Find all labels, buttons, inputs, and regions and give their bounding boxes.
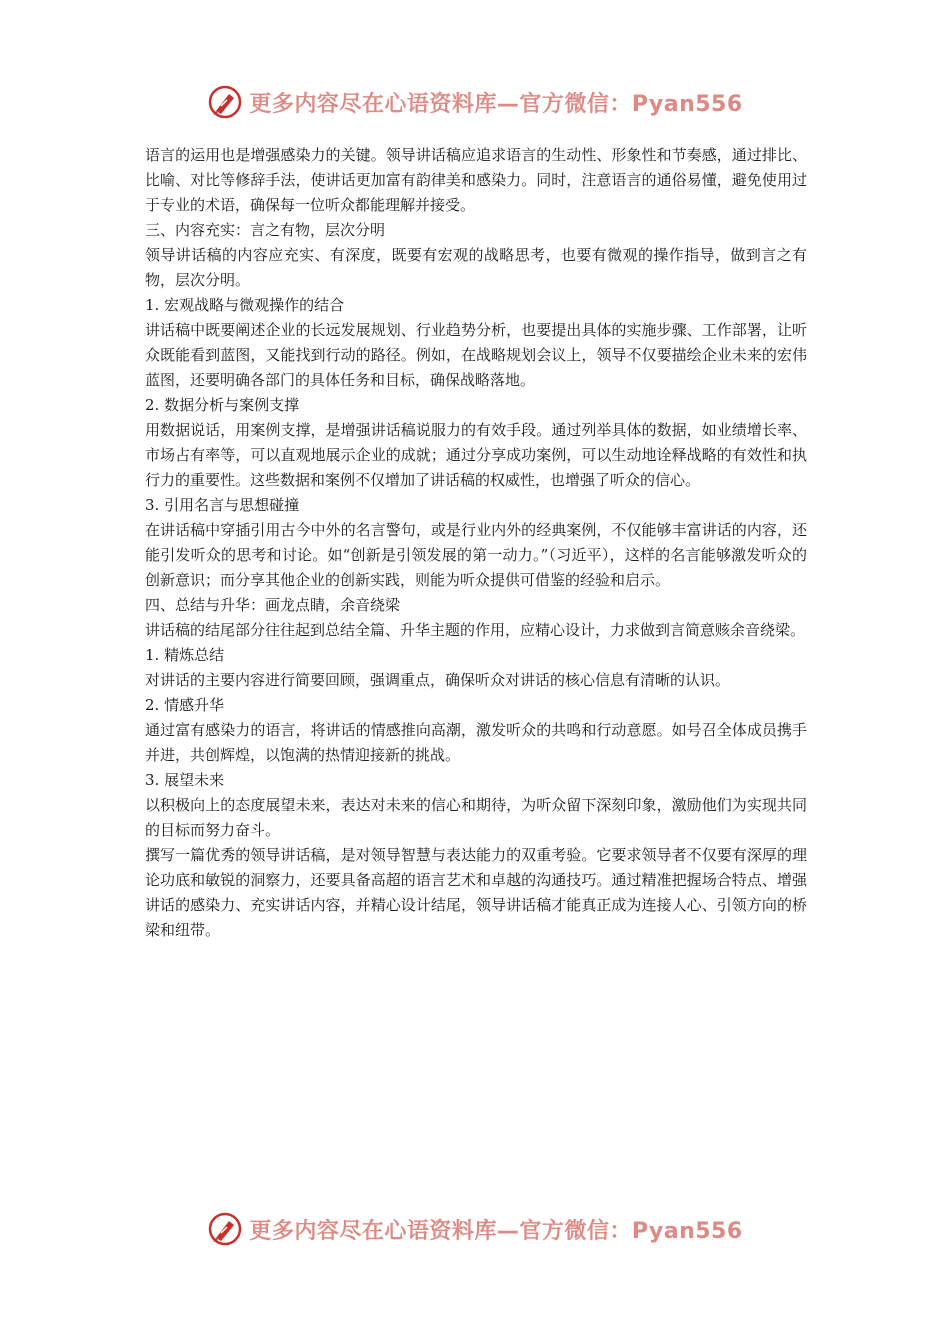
paragraph: 语言的运用也是增强感染力的关键。领导讲话稿应追求语言的生动性、形象性和节奏感，通过排比、比喻、对比等修辞手法，使讲话更加富有韵律美和感染力。同时，注意语言的通俗易懂，避免使用过于专业的术语，确保每一位听众都能理解并接受。 — [145, 146, 807, 214]
section-heading: 四、总结与升华：画龙点睛，余音绕梁 — [145, 596, 401, 614]
paragraph: 讲话稿中既要阐述企业的长远发展规划、行业趋势分析，也要提出具体的实施步骤、工作部署，让听众既能看到蓝图，又能找到行动的路径。例如，在战略规划会议上，领导不仅要描绘企业未来的宏伟蓝图，还要明确各部门的具体任务和目标，确保战略落地。 — [145, 321, 807, 389]
subheading: 2. 情感升华 — [145, 696, 225, 714]
paragraph: 在讲话稿中穿插引用古今中外的名言警句，或是行业内外的经典案例，不仅能够丰富讲话的内容，还能引发听众的思考和讨论。如“创新是引领发展的第一动力。”（习近平），这样的名言能够激发听众的创新意识；而分享其他企业的创新实践，则能为听众提供可借鉴的经验和启示。 — [145, 521, 807, 589]
subheading: 2. 数据分析与案例支撑 — [145, 396, 300, 414]
paragraph: 用数据说话，用案例支撑，是增强讲话稿说服力的有效手段。通过列举具体的数据，如业绩增长率、市场占有率等，可以直观地展示企业的成就；通过分享成功案例，可以生动地诠释战略的有效性和执行力的重要性。这些数据和案例不仅增加了讲话稿的权威性，也增强了听众的信心。 — [145, 421, 807, 489]
paragraph: 通过富有感染力的语言，将讲话的情感推向高潮，激发听众的共鸣和行动意愿。如号召全体成员携手并进，共创辉煌，以饱满的热情迎接新的挑战。 — [145, 721, 807, 764]
subheading: 1. 宏观战略与微观操作的结合 — [145, 296, 345, 314]
paragraph: 领导讲话稿的内容应充实、有深度，既要有宏观的战略思考，也要有微观的操作指导，做到言之有物，层次分明。 — [145, 246, 807, 289]
header-banner-text: 更多内容尽在心语资料库—官方微信：Pyan556 — [249, 91, 743, 117]
header-banner — [0, 82, 950, 122]
subheading: 3. 引用名言与思想碰撞 — [145, 496, 300, 514]
footer-banner-text: 更多内容尽在心语资料库—官方微信：Pyan556 — [249, 1218, 743, 1244]
footer-banner — [0, 1209, 950, 1249]
paragraph: 讲话稿的结尾部分往往起到总结全篇、升华主题的作用，应精心设计，力求做到言简意赅余音绕梁。 — [145, 621, 806, 639]
paragraph: 撰写一篇优秀的领导讲话稿，是对领导智慧与表达能力的双重考验。它要求领导者不仅要有深厚的理论功底和敏锐的洞察力，还要具备高超的语言艺术和卓越的沟通技巧。通过精准把握场合特点、增强讲话的感染力、充实讲话内容，并精心设计结尾，领导讲话稿才能真正成为连接人心、引领方向的桥梁和纽带。 — [145, 846, 807, 939]
subheading: 1. 精炼总结 — [145, 646, 225, 664]
pen-nib-logo-icon — [207, 84, 243, 120]
subheading: 3. 展望未来 — [145, 771, 225, 789]
section-heading: 三、内容充实：言之有物，层次分明 — [145, 221, 386, 239]
pen-nib-logo-icon — [207, 1211, 243, 1247]
paragraph: 以积极向上的态度展望未来，表达对未来的信心和期待，为听众留下深刻印象，激励他们为实现共同的目标而努力奋斗。 — [145, 796, 807, 839]
paragraph: 对讲话的主要内容进行简要回顾，强调重点，确保听众对讲话的核心信息有清晰的认识。 — [145, 671, 731, 689]
document-body — [145, 143, 807, 943]
